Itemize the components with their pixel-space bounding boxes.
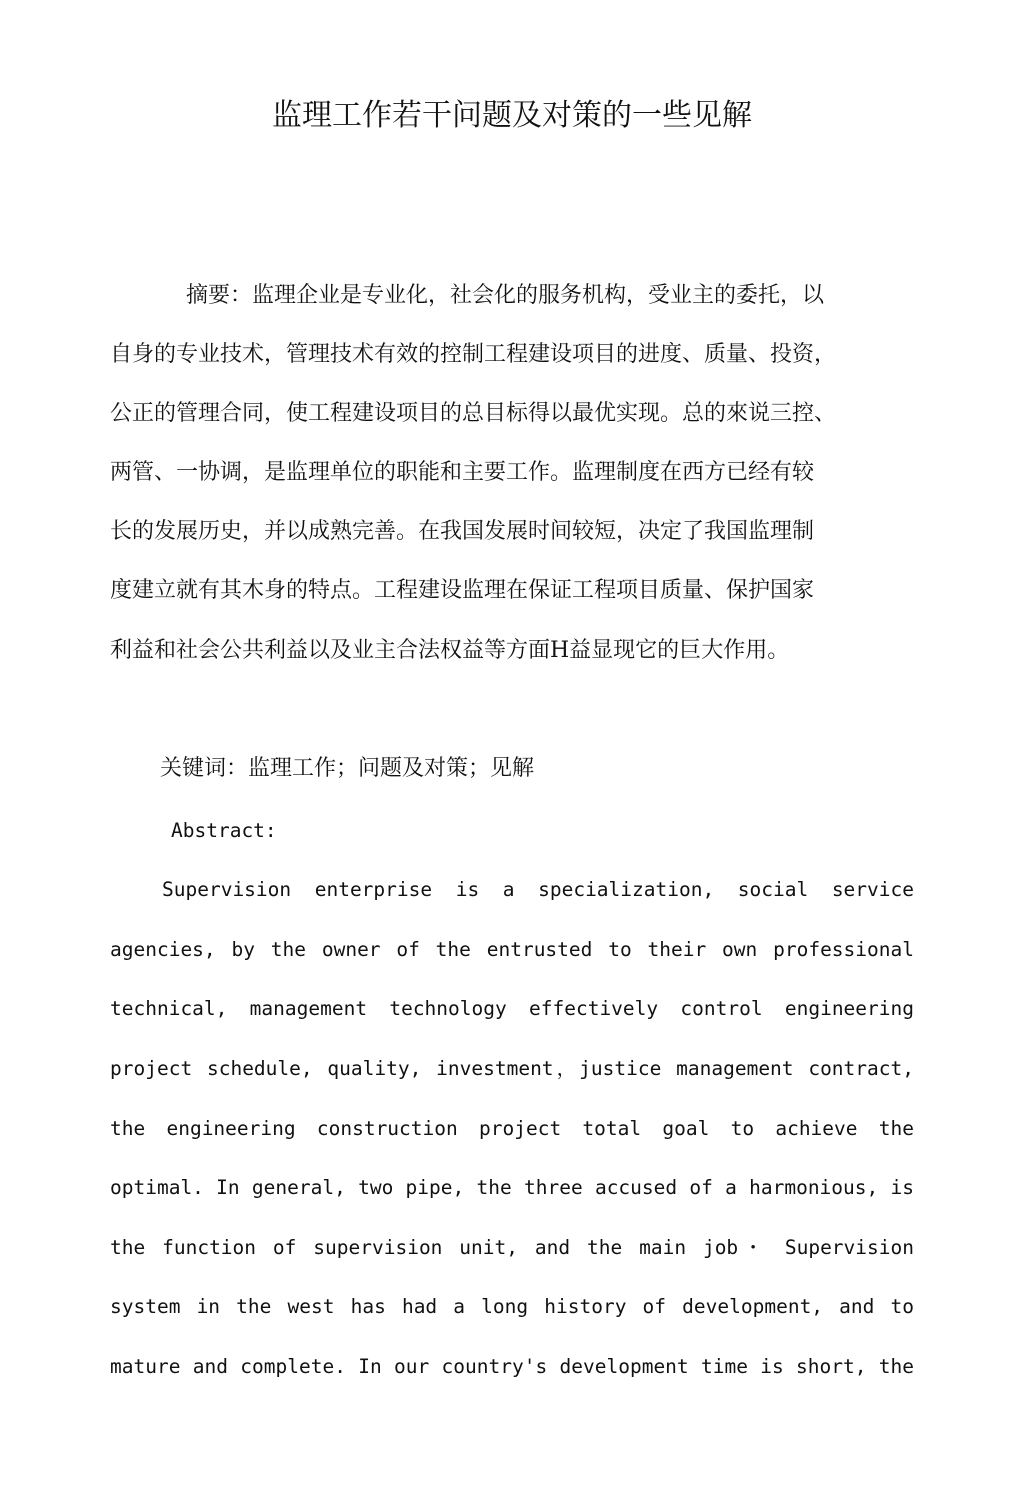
abstract-en-line: project schedule, quality, investment，justice management contract, [110,1057,914,1080]
abstract-en-line: the engineering construction project total goal to achieve the [110,1117,914,1140]
abstract-cn-line: 度建立就有其木身的特点。工程建设监理在保证工程项目质量、保护国家 [110,578,815,603]
abstract-heading: Abstract: [171,819,277,842]
abstract-en-line: technical, management technology effectively control engineering [110,997,914,1020]
abstract-en-line: optimal. In general, two pipe, the three accused of a harmonious, is [110,1176,914,1199]
abstract-cn-line: 长的发展历史，并以成熟完善。在我国发展时间较短，决定了我国监理制 [110,519,815,544]
abstract-cn-line: 摘要：监理企业是专业化，社会化的服务机构，受业主的委托，以 [186,283,825,308]
abstract-en-line: agencies, by the owner of the entrusted to their own professional [110,938,914,961]
keywords-line: 关键词：监理工作；问题及对策；见解 [160,756,535,781]
abstract-en-line: system in the west has had a long history of development, and to [110,1295,914,1318]
document-title: 监理工作若干问题及对策的一些见解 [272,98,752,133]
abstract-cn-line: 自身的专业技术，管理技术有效的控制工程建设项目的进度、质量、投资， [110,342,837,367]
abstract-en-line: the function of supervision unit, and the main job・ Supervision [110,1236,914,1259]
abstract-en-line: mature and complete. In our country's development time is short, the [110,1355,914,1378]
abstract-en-line: Supervision enterprise is a specialization, social service [162,878,914,901]
abstract-cn-line: 利益和社会公共利益以及业主合法权益等方面H益显现它的巨大作用。 [110,638,790,663]
abstract-cn-line: 公正的管理合同，使工程建设项目的总目标得以最优实现。总的來说三控、 [110,401,837,426]
abstract-cn-line: 两管、一协调，是监理单位的职能和主要工作。监理制度在西方已经有较 [110,460,815,485]
